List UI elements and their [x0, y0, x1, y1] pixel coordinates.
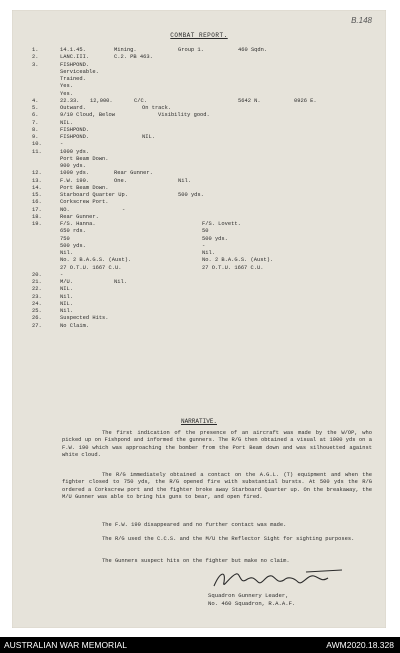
report-item-row — [32, 62, 372, 69]
item-value: 460 Sqdn. — [238, 47, 268, 53]
item-value: Nil. — [202, 250, 215, 256]
item-value: Mining. — [114, 47, 137, 53]
report-item-row — [32, 105, 372, 112]
item-value: M/U. — [60, 279, 73, 285]
item-number: 5. — [32, 105, 39, 111]
item-value: 5642 N. — [238, 97, 261, 104]
report-heading: COMBAT REPORT. — [170, 32, 228, 39]
item-number: 23. — [32, 293, 42, 300]
narrative-paragraph-1: The first indication of the presence of an aircraft was made by the W/OP, who picked up on Fishpond and informed the gunners. The R/G then obtained a visual at 1000 yds on a F.W. 190 which was approaching the bomber from the Port Beam down and was silhouetted against white cloud. — [62, 430, 372, 459]
item-value: 12,000. — [90, 97, 113, 104]
report-item-row — [32, 257, 372, 264]
narrative-paragraph-3: The F.W. 190 disappeared and no further contact was made. — [102, 522, 287, 528]
item-value: NIL. — [60, 300, 73, 307]
item-value: F.W. 190. — [60, 177, 90, 184]
item-value: F/S. Lovett. — [202, 221, 241, 227]
item-value: Port Beam Down. — [60, 155, 109, 162]
item-value: NIL. — [60, 286, 73, 293]
item-value: Serviceable. — [60, 68, 99, 75]
report-item-row — [32, 207, 372, 214]
narrative-paragraph-5: The Gunners suspect hits on the fighter but make no claim. — [102, 558, 290, 564]
report-item-row — [32, 69, 372, 76]
item-value: Suspected Hits. — [60, 315, 109, 322]
narrative-paragraph-2: The R/G immediately obtained a contact on the A.G.L. (T) equipment and when the fighter closed to 750 yds, the R/G opened fire with substantial bursts. At 500 yds the R/G ordered a Corkscrew port and the fighter broke away Starboard Quarter up. On the breakaway, the M/U Gunner was able to bring his guns to bear, and open fired. — [62, 472, 372, 501]
item-number: 9. — [32, 134, 39, 140]
report-item-row — [32, 47, 372, 54]
item-value: C/C. — [134, 97, 147, 104]
item-number: 14. — [32, 184, 42, 191]
footer-institution: AUSTRALIAN WAR MEMORIAL — [4, 640, 127, 650]
item-value: 1000 yds. — [60, 170, 90, 177]
item-value: NIL. — [60, 119, 73, 126]
report-item-row — [32, 163, 372, 170]
item-value: Trained. — [60, 76, 86, 82]
report-item-row — [32, 192, 372, 199]
report-item-row — [32, 214, 372, 221]
report-item-row — [32, 185, 372, 192]
item-number: 6. — [32, 112, 39, 119]
archive-footer — [0, 637, 400, 653]
item-value: 50 — [202, 228, 209, 235]
item-number: 27. — [32, 322, 42, 329]
item-value: 900 yds. — [60, 163, 86, 169]
report-item-row — [32, 149, 372, 156]
item-value: 500 yds. — [202, 235, 228, 242]
item-number: 10. — [32, 141, 42, 148]
report-item-row — [32, 228, 372, 235]
item-number: 18. — [32, 213, 42, 220]
item-value: 0926 E. — [294, 97, 317, 104]
item-value: Visibility good. — [158, 112, 210, 119]
item-value: - — [122, 206, 126, 213]
item-value: 1000 yds. — [60, 148, 90, 155]
report-item-row — [32, 120, 372, 127]
report-item-list — [32, 47, 372, 330]
document-page — [12, 10, 386, 628]
report-item-row — [32, 54, 372, 61]
item-value: Nil. — [178, 177, 191, 184]
item-value: FISHPOND. — [60, 61, 90, 68]
report-item-row — [32, 265, 372, 272]
report-item-row — [32, 170, 372, 177]
item-value: FISHPOND. — [60, 134, 90, 140]
archive-reference: B.148 — [351, 16, 372, 25]
item-number: 2. — [32, 54, 39, 61]
report-item-row — [32, 221, 372, 228]
report-item-row — [32, 134, 372, 141]
report-item-row — [32, 76, 372, 83]
item-value: 500 yds. — [60, 242, 86, 249]
item-value: 22.33. — [60, 97, 80, 104]
report-item-row — [32, 286, 372, 293]
report-item-row — [32, 236, 372, 243]
item-number: 21. — [32, 279, 42, 285]
item-number: 8. — [32, 126, 39, 133]
item-number: 13. — [32, 177, 42, 184]
item-value: Rear Gunner. — [114, 170, 153, 177]
item-number: 25. — [32, 308, 42, 314]
report-item-row — [32, 301, 372, 308]
item-number: 22. — [32, 286, 42, 293]
item-value: Rear Gunner. — [60, 213, 99, 220]
item-value: 14.1.45. — [60, 47, 86, 53]
item-value: No Claim. — [60, 322, 90, 329]
report-item-row — [32, 294, 372, 301]
item-number: 19. — [32, 221, 42, 227]
signature-title: Squadron Gunnery Leader, — [208, 592, 289, 599]
item-number: 4. — [32, 97, 39, 104]
report-item-row — [32, 127, 372, 134]
item-value: Yes. — [60, 83, 73, 90]
item-value: 27 O.T.U. 1667 C.U. — [202, 264, 264, 271]
item-value: 500 yds. — [178, 192, 204, 198]
report-item-row — [32, 243, 372, 250]
report-item-row — [32, 199, 372, 206]
report-item-row — [32, 178, 372, 185]
item-value: Corkscrew Port. — [60, 199, 109, 206]
item-value: FISHPOND. — [60, 126, 90, 133]
item-value: 9/10 Cloud, Below — [60, 112, 115, 119]
item-value: LANC.III. — [60, 54, 90, 61]
item-value: No. 2 B.A.G.S. (Aust). — [60, 257, 132, 264]
narrative-paragraph-4: The R/G used the C.C.S. and the M/U the Reflector Sight for sighting purposes. — [102, 536, 355, 542]
item-number: 7. — [32, 119, 39, 126]
item-value: Port Beam Down. — [60, 184, 109, 191]
report-item-row — [32, 91, 372, 98]
item-value: 650 rds. — [60, 228, 86, 235]
item-value: Nil. — [60, 308, 73, 314]
item-value: 27 O.T.U. 1667 C.U. — [60, 264, 122, 271]
item-number: 12. — [32, 170, 42, 177]
item-number: 15. — [32, 192, 42, 198]
item-value: Group 1. — [178, 47, 204, 53]
item-value: F/S. Hanna. — [60, 221, 96, 227]
item-value: Nil. — [114, 279, 127, 285]
report-item-row — [32, 83, 372, 90]
handwritten-signature — [210, 566, 350, 592]
report-item-row — [32, 250, 372, 257]
report-item-row — [32, 308, 372, 315]
item-value: - — [202, 242, 206, 249]
item-value: Nil. — [60, 293, 73, 300]
item-number: 3. — [32, 61, 39, 68]
signature-block — [208, 592, 295, 608]
footer-accession-number: AWM2020.18.328 — [326, 640, 394, 650]
item-value: NO. — [60, 206, 70, 213]
item-value: C.2. PB 463. — [114, 54, 153, 61]
item-number: 16. — [32, 199, 42, 206]
report-item-row — [32, 315, 372, 322]
item-number: 26. — [32, 315, 42, 322]
item-number: 11. — [32, 148, 42, 155]
item-value: NIL. — [142, 134, 155, 140]
item-number: 17. — [32, 206, 42, 213]
narrative-heading: NARRATIVE. — [180, 418, 217, 425]
item-value: - — [60, 141, 64, 148]
report-item-row — [32, 141, 372, 148]
report-item-row — [32, 156, 372, 163]
item-value: One. — [114, 177, 127, 184]
report-item-row — [32, 279, 372, 286]
item-value: On track. — [142, 105, 172, 111]
item-number: 24. — [32, 300, 42, 307]
item-value: - — [60, 271, 64, 278]
item-value: Yes. — [60, 90, 73, 97]
item-value: Outward. — [60, 105, 86, 111]
report-item-row — [32, 323, 372, 330]
item-value: Starboard Quarter Up. — [60, 192, 128, 198]
item-value: 750 — [60, 235, 70, 242]
item-value: No. 2 B.A.G.S. (Aust). — [202, 257, 274, 264]
report-item-row — [32, 272, 372, 279]
report-item-row — [32, 98, 372, 105]
item-number: 1. — [32, 47, 39, 53]
item-number: 20. — [32, 271, 42, 278]
report-item-row — [32, 112, 372, 119]
item-value: Nil. — [60, 250, 73, 256]
signature-unit: No. 460 Squadron, R.A.A.F. — [208, 600, 296, 607]
